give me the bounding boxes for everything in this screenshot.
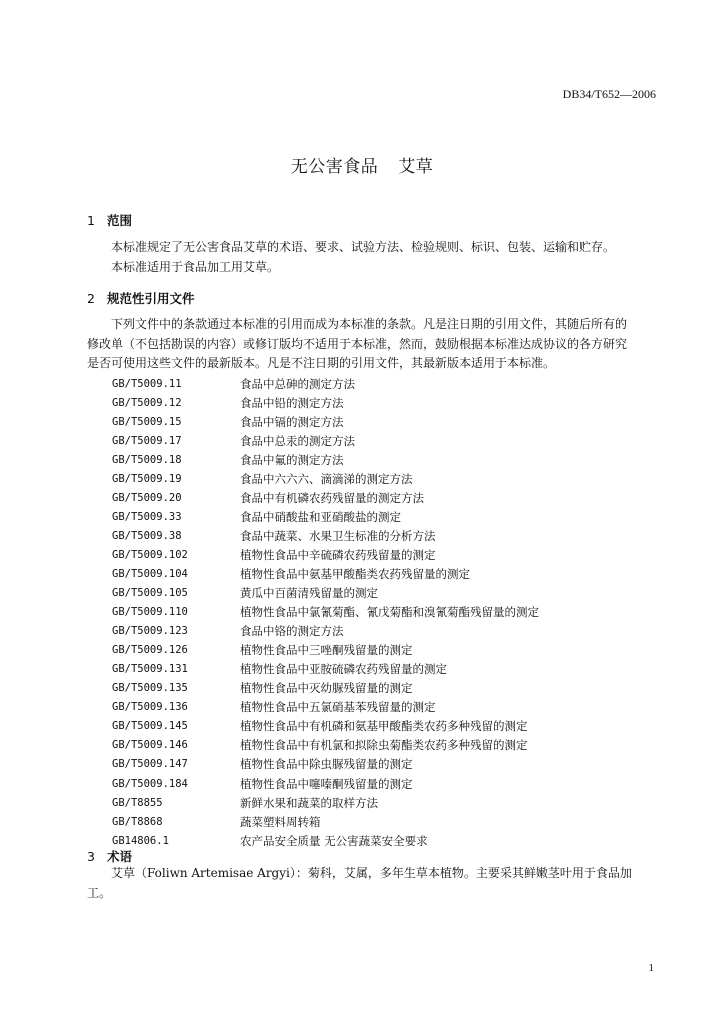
reference-title: 农产品安全质量 无公害蔬菜安全要求 [240, 833, 428, 848]
reference-code: GB/T5009.147 [112, 758, 188, 771]
section-number: 2 [87, 291, 95, 306]
reference-title: 食品中蔬菜、水果卫生标准的分析方法 [240, 528, 436, 543]
section-number: 3 [87, 849, 95, 864]
reference-title: 食品中铬的测定方法 [240, 624, 344, 639]
reference-row [112, 717, 539, 736]
reference-row [112, 812, 539, 831]
reference-title: 植物性食品中三唑酮残留量的测定 [240, 643, 413, 658]
reference-row [112, 488, 539, 507]
reference-code: GB/T5009.105 [112, 587, 188, 600]
section-heading-references [87, 289, 195, 307]
reference-row [112, 564, 539, 583]
scope-line-1: 本标准规定了无公害食品艾草的术语、要求、试验方法、检验规则、标识、包装、运输和贮存。 [111, 240, 616, 254]
reference-title: 食品中总汞的测定方法 [240, 433, 355, 448]
reference-row [112, 641, 539, 660]
terms-line-2: 工。 [87, 885, 112, 900]
reference-row [112, 698, 539, 717]
references-intro-line-2: 修改单（不包括勘误的内容）或修订版均不适用于本标准，然而，鼓励根据本标准达成协议的各方研究 [87, 336, 628, 351]
reference-code: GB/T5009.104 [112, 567, 188, 580]
reference-code: GB/T5009.146 [112, 739, 188, 752]
reference-title: 植物性食品中有机磷和氨基甲酸酯类农药多种残留的测定 [240, 719, 528, 734]
title-sub: 艾草 [398, 157, 434, 177]
section-heading-scope [87, 211, 132, 229]
document-title [0, 152, 724, 177]
reference-row [112, 660, 539, 679]
reference-row [112, 793, 539, 812]
reference-row [112, 374, 539, 393]
reference-code: GB/T5009.20 [112, 491, 182, 504]
reference-code: GB/T5009.18 [112, 453, 182, 466]
scope-line-2: 本标准适用于食品加工用艾草。 [111, 259, 280, 274]
reference-title: 食品中有机磷农药残留量的测定方法 [240, 490, 424, 505]
scope-paragraph [87, 238, 657, 277]
reference-code: GB/T5009.184 [112, 777, 188, 790]
reference-title: 植物性食品中噻嗪酮残留量的测定 [240, 776, 413, 791]
reference-row [112, 622, 539, 641]
document-code: DB34/T652—2006 [562, 87, 656, 101]
reference-code: GB/T5009.145 [112, 720, 188, 733]
reference-code: GB/T5009.19 [112, 472, 182, 485]
reference-row [112, 393, 539, 412]
reference-code: GB/T5009.12 [112, 396, 182, 409]
reference-title: 黄瓜中百菌清残留量的测定 [240, 586, 378, 601]
reference-code: GB/T5009.33 [112, 510, 182, 523]
section-title: 规范性引用文件 [107, 291, 195, 306]
reference-code: GB/T5009.11 [112, 377, 182, 390]
reference-title: 新鲜水果和蔬菜的取样方法 [240, 795, 378, 810]
reference-code: GB/T5009.38 [112, 529, 182, 542]
reference-row [112, 603, 539, 622]
reference-title: 植物性食品中氯氰菊酯、氰戊菊酯和溴氰菊酯残留量的测定 [240, 605, 539, 620]
reference-title: 植物性食品中除虫脲残留量的测定 [240, 757, 413, 772]
section-title: 范围 [107, 213, 133, 228]
reference-code: GB/T5009.126 [112, 644, 188, 657]
reference-title: 食品中六六六、滴滴涕的测定方法 [240, 471, 413, 486]
section-heading-terms [87, 847, 132, 865]
reference-code: GB/T5009.135 [112, 682, 188, 695]
section-title: 术语 [107, 849, 133, 864]
reference-row [112, 507, 539, 526]
terms-line-1: 艾草（Foliwn Artemisae Argyi）：菊科，艾属，多年生草本植物。主要采其鲜嫩茎叶用于食品加 [111, 866, 632, 880]
reference-row [112, 755, 539, 774]
section-number: 1 [87, 213, 95, 228]
reference-title: 植物性食品中五氯硝基苯残留量的测定 [240, 700, 436, 715]
reference-code: GB/T5009.102 [112, 548, 188, 561]
reference-code: GB/T5009.136 [112, 701, 188, 714]
title-main: 无公害食品 [290, 157, 379, 177]
reference-row [112, 450, 539, 469]
reference-row [112, 526, 539, 545]
reference-title: 食品中硝酸盐和亚硝酸盐的测定 [240, 509, 401, 524]
reference-title: 植物性食品中灭幼脲残留量的测定 [240, 681, 413, 696]
reference-code: GB/T8868 [112, 815, 163, 828]
reference-code: GB/T5009.131 [112, 663, 188, 676]
reference-title: 植物性食品中氨基甲酸酯类农药残留量的测定 [240, 566, 470, 581]
reference-title: 植物性食品中有机氯和拟除虫菊酯类农药多种残留的测定 [240, 738, 528, 753]
reference-code: GB/T5009.15 [112, 415, 182, 428]
references-intro-line-3: 是否可使用这些文件的最新版本。凡是不注日期的引用文件，其最新版本适用于本标准。 [87, 356, 556, 370]
reference-title: 食品中铅的测定方法 [240, 395, 344, 410]
reference-title: 食品中镉的测定方法 [240, 414, 344, 429]
reference-row [112, 679, 539, 698]
page-number: 1 [648, 962, 654, 974]
references-intro-line-1: 下列文件中的条款通过本标准的引用而成为本标准的条款。凡是注日期的引用文件，其随后所有的 [111, 317, 628, 331]
reference-code: GB/T5009.17 [112, 434, 182, 447]
reference-code: GB/T5009.110 [112, 606, 188, 619]
reference-row [112, 412, 539, 431]
references-intro [87, 315, 657, 374]
reference-title: 蔬菜塑料周转箱 [240, 814, 321, 829]
reference-row [112, 584, 539, 603]
reference-code: GB/T8855 [112, 796, 163, 809]
reference-title: 植物性食品中辛硫磷农药残留量的测定 [240, 547, 436, 562]
reference-list [112, 374, 539, 850]
reference-row [112, 736, 539, 755]
reference-row [112, 431, 539, 450]
reference-row [112, 469, 539, 488]
reference-title: 植物性食品中亚胺硫磷农药残留量的测定 [240, 662, 447, 677]
reference-row [112, 831, 539, 850]
reference-code: GB14806.1 [112, 834, 169, 847]
reference-row [112, 774, 539, 793]
reference-title: 食品中总砷的测定方法 [240, 376, 355, 391]
reference-title: 食品中氟的测定方法 [240, 452, 344, 467]
reference-row [112, 545, 539, 564]
terms-paragraph [87, 864, 657, 903]
reference-code: GB/T5009.123 [112, 625, 188, 638]
